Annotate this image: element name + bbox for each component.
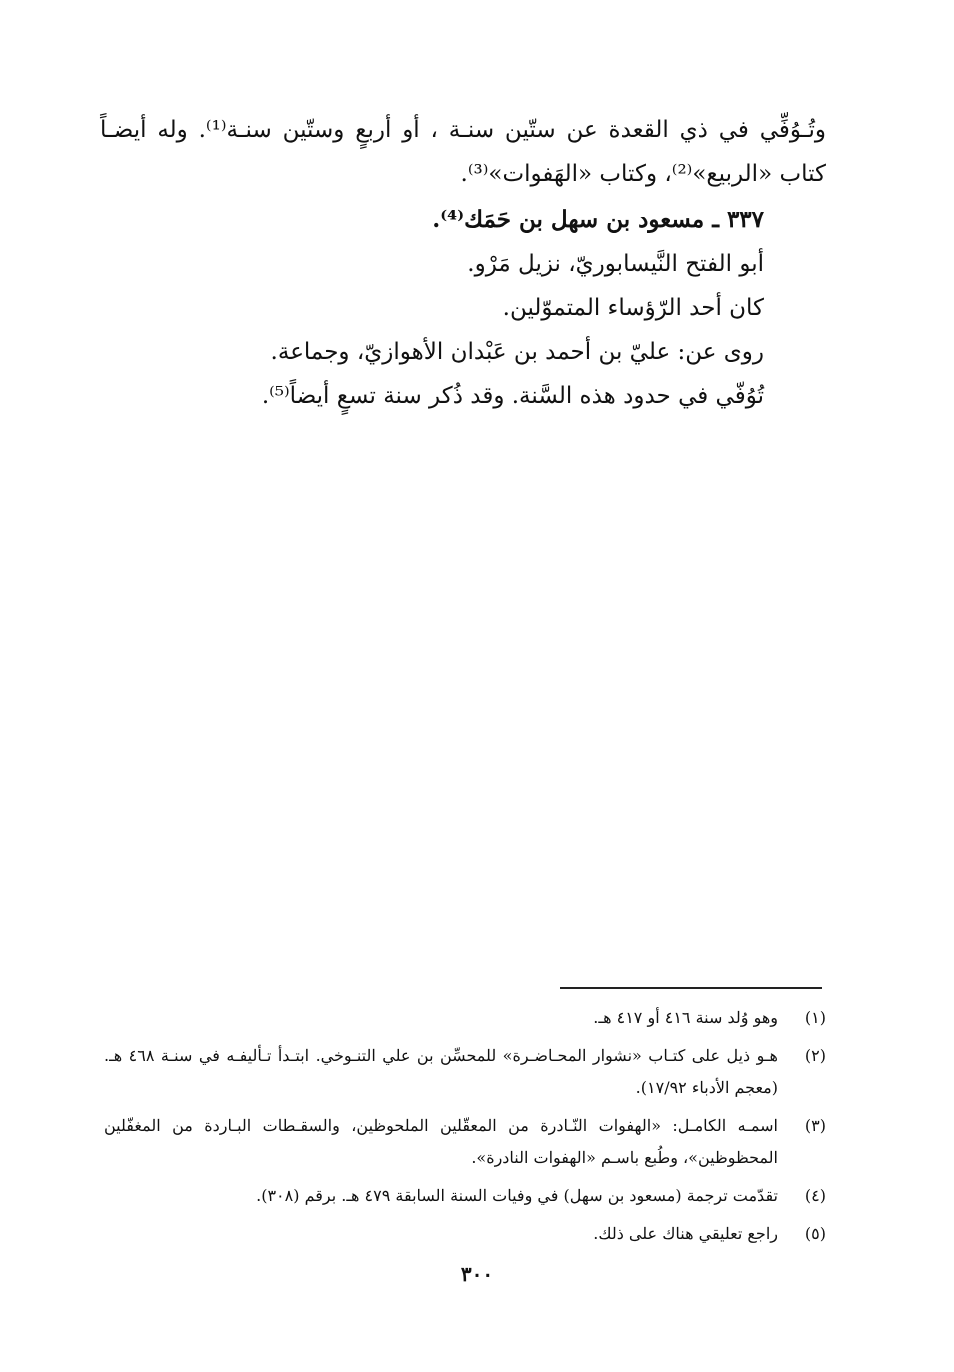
main-text [100,108,826,418]
entry-heading: ٣٣٧ ـ مسعود بن سهل بن حَمَك⁽⁴⁾. [432,206,764,233]
footnote-text: راجع تعليقي هناك على ذلك. [593,1224,778,1243]
footnotes [104,1002,826,1256]
paragraph-line: كتاب «الربيع»⁽²⁾، وكتاب «الهَفوات»⁽³⁾. [460,161,826,187]
paragraph-line: وتُـوُفِّي في ذي القعدة عن ستّين سنـة ، أو أربعٍ وستّين سنـة⁠⁽¹⁾. وله أيضـاً [100,117,827,143]
footnote [104,1002,826,1034]
footnote-number: (٥) [804,1224,826,1243]
footnote-number: (٤) [804,1186,826,1205]
entry-line: روى عن: عليّ بن أحمد بن عَبْدان الأهوازيّ، وجماعة. [270,339,764,365]
entry-line: تُوُفّي في حدود هذه السَّنة. وقد ذُكر سنة تسعٍ أيضاً⁽⁵⁾. [261,383,764,409]
footnote-number: (١) [804,1008,826,1027]
footnote-number: (٣) [804,1116,826,1135]
footnote [104,1110,826,1174]
footnote [104,1218,826,1250]
footnote-text: اسمـه الكامـل: «الهفوات النّـادرة من المعقّلين الملحوظين، والسقـطات البـاردة من المغفّلين المحظوظين»، وطُبع باسـم «الهفوات النادرة». [104,1116,779,1167]
footnote [104,1180,826,1212]
entry-line: أبو الفتح النَّيسابوريّ، نزيل مَرْو. [467,251,764,277]
page-number: ٣٠٠ [460,1262,494,1286]
footnote-separator [560,987,822,989]
footnote-text: تقدّمت ترجمة (مسعود بن سهل) في وفيات السنة السابقة ٤٧٩ هـ. برقم (٣٠٨). [256,1186,778,1205]
footnote-text: هـو ذيل على كتـاب «نشوار المحـاضـرة» للمحسِّن بن علي التنـوخي. ابتـدأ تـأليفـه في سنـة ٤٦٨ هـ. (معجم الأدباء ١٧/٩٢). [104,1046,778,1097]
footnote-number: (٢) [804,1046,826,1065]
biography-entry [100,198,826,418]
entry-line: كان أحد الرّؤساء المتموّلين. [502,295,764,321]
footnote-text: وهو وُلد سنة ٤١٦ أو ٤١٧ هـ. [593,1008,778,1027]
footnote [104,1040,826,1104]
